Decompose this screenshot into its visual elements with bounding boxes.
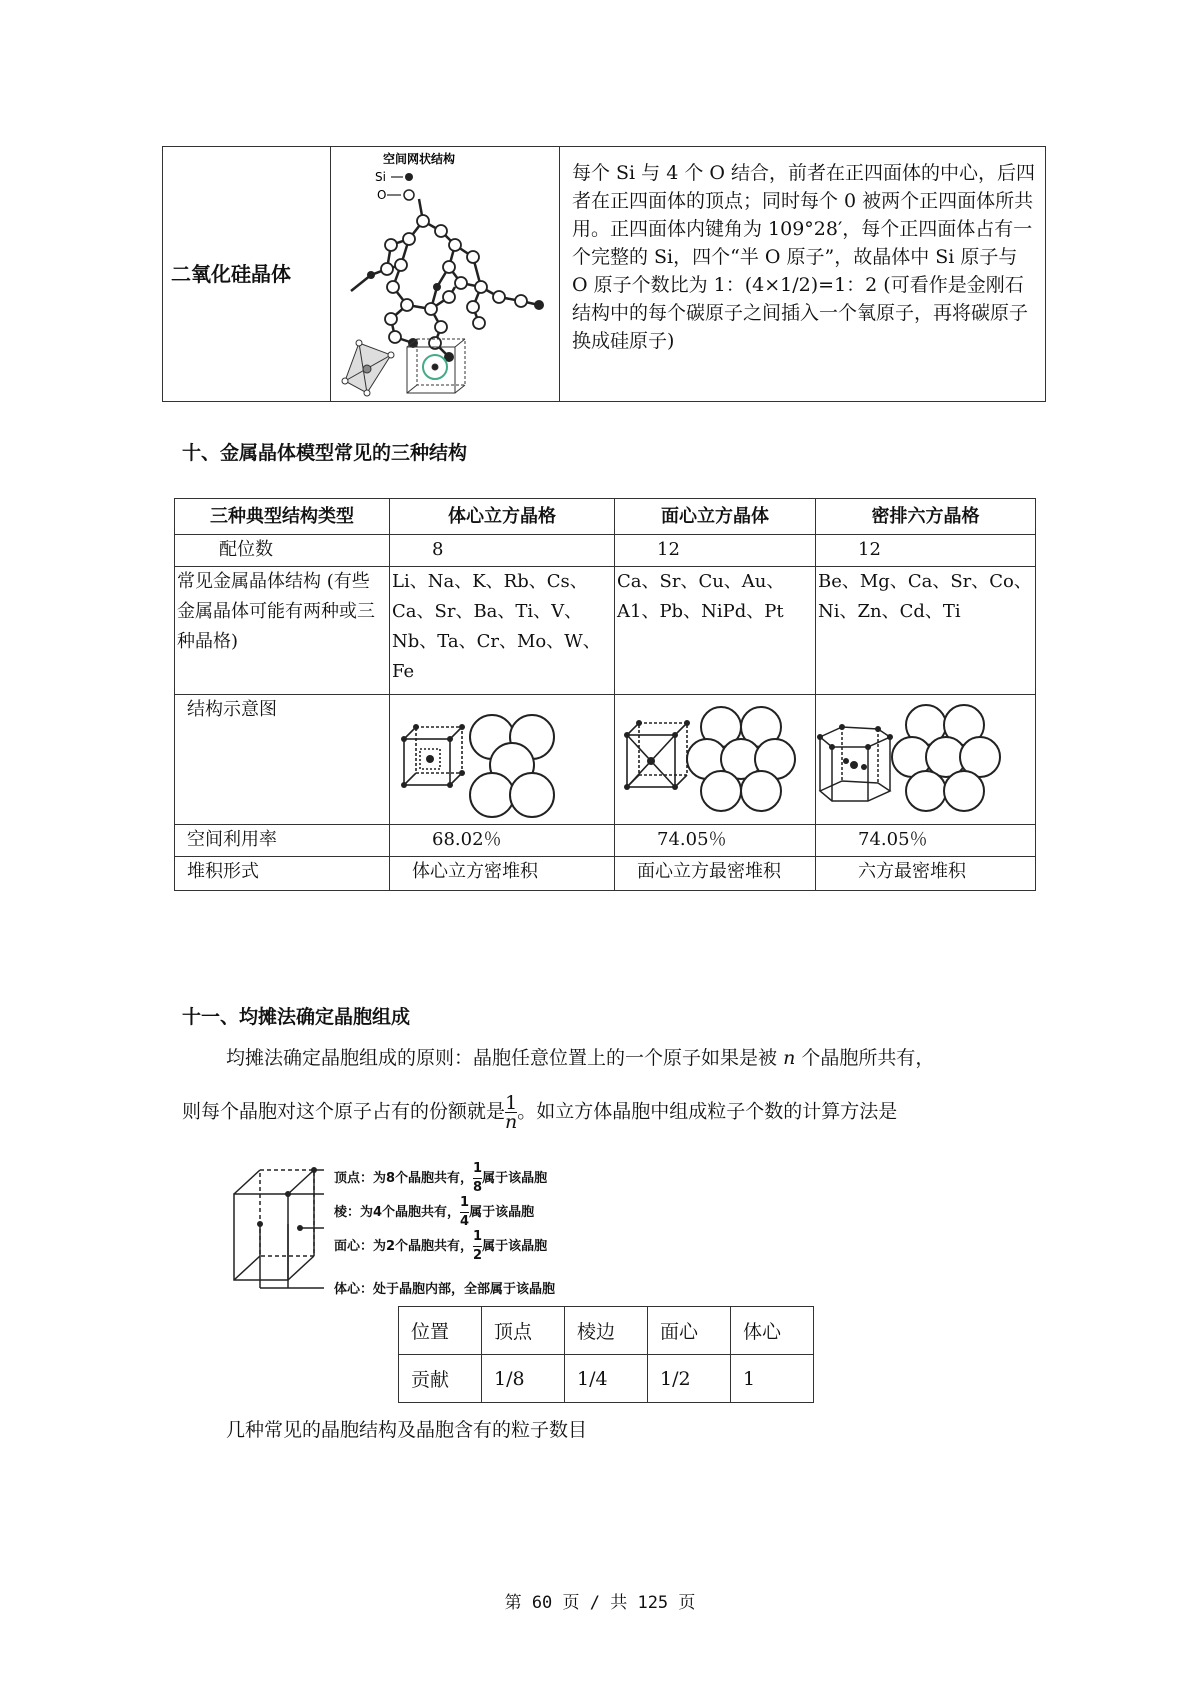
tetrahedron-figure: [342, 340, 394, 396]
network-atoms: [381, 215, 527, 349]
metals-fcc: Ca、Sr、Cu、Au、A1、Pb、NiPd、Pt: [615, 567, 816, 695]
hcp-structure-diagram: [816, 695, 1018, 819]
metals-hcp: Be、Mg、Ca、Sr、Co、Ni、Zn、Cd、Ti: [816, 567, 1036, 695]
section11-closing: 几种常见的晶胞结构及晶胞含有的粒子数目: [226, 1419, 588, 1441]
silica-table: [162, 146, 1046, 402]
silica-figure-cell: [331, 147, 560, 402]
table-header-row: [175, 499, 1036, 535]
fraction-1-over-n: $\frac{1}{n}$: [505, 1092, 518, 1133]
legend-o: O: [377, 188, 387, 202]
table-cell: 1/8: [482, 1355, 565, 1403]
table-row: [175, 825, 1036, 857]
metal-crystal-table: [174, 498, 1036, 891]
table-cell: 位置: [399, 1307, 482, 1355]
stack-bcc: 体心立方密堆积: [390, 857, 615, 891]
para2-end: 。如立方体晶胞中组成粒子个数的计算方法是: [517, 1100, 898, 1123]
table-row: [175, 567, 1036, 695]
util-fcc: 74.05％: [615, 825, 816, 857]
header-cell: 三种典型结构类型: [175, 499, 390, 535]
table-row: [175, 695, 1036, 825]
diagram-bcc: [390, 695, 615, 825]
para1-text: 均摊法确定晶胞组成的原则：晶胞任意位置上的一个原子如果是被: [226, 1047, 778, 1069]
para2-start: 则每个晶胞对这个原子占有的份额就是: [182, 1100, 506, 1123]
coord-fcc: 12: [615, 535, 816, 567]
table-cell: 1/2: [648, 1355, 731, 1403]
table-cell: 棱边: [565, 1307, 648, 1355]
section11-heading: 十一、均摊法确定晶胞组成: [182, 1006, 411, 1028]
annotation-vertex: 顶点：为8个晶胞共有， $\frac{1}{8}$ 属于该晶胞: [334, 1161, 548, 1195]
legend-si: Si: [375, 170, 386, 184]
row-label: 结构示意图: [175, 695, 390, 825]
row-label: 常见金属晶体结构 (有些金属晶体可能有两种或三种晶格): [175, 567, 390, 695]
table-row: [175, 535, 1036, 567]
annotation-body-center: 体心：处于晶胞内部，全部属于该晶胞: [334, 1282, 556, 1297]
section10-heading: 十、金属晶体模型常见的三种结构: [182, 442, 468, 464]
unit-cell-figure: [407, 339, 465, 393]
coord-bcc: 8: [390, 535, 615, 567]
silica-name: 二氧化硅晶体: [171, 261, 291, 286]
table-row: [175, 857, 1036, 891]
para1-var: n: [783, 1047, 796, 1069]
table-cell: 1: [731, 1355, 814, 1403]
table-cell: 面心: [648, 1307, 731, 1355]
row-label: 配位数: [175, 535, 390, 567]
section11-para2: [182, 1094, 1042, 1131]
header-cell: 体心立方晶格: [390, 499, 615, 535]
section11-para1: [226, 1044, 1046, 1072]
header-cell: 面心立方晶体: [615, 499, 816, 535]
page-footer: 第 60 页 / 共 125 页: [504, 1593, 696, 1613]
fcc-structure-diagram: [615, 695, 807, 819]
annotation-face-center: 面心：为2个晶胞共有， $\frac{1}{2}$ 属于该晶胞: [334, 1229, 548, 1263]
stack-fcc: 面心立方最密堆积: [615, 857, 816, 891]
row-label: 堆积形式: [175, 857, 390, 891]
bcc-structure-diagram: [390, 695, 606, 819]
coord-hcp: 12: [816, 535, 1036, 567]
util-bcc: 68.02％: [390, 825, 615, 857]
silica-description-cell: [560, 147, 1046, 402]
contribution-table: [398, 1306, 814, 1403]
table-row: [399, 1355, 814, 1403]
silica-description: 每个 Si 与 4 个 O 结合，前者在正四面体的中心，后四者在正四面体的顶点；同时每个 0 被两个正四面体所共用。正四面体内键角为 109°28′，每个正四面体占有一个完整的 Si，四个“半 O 原子”，故晶体中 Si 原子与 O 原子个数比为 1：(4×1/2)=1：2 (可看作是金刚石结构中的每个碳原子之间插入一个氧原子，再将碳原子换成硅原子): [572, 162, 1035, 352]
silica-name-cell: [163, 147, 331, 402]
diagram-hcp: [816, 695, 1036, 825]
table-cell: 贡献: [399, 1355, 482, 1403]
row-label: 空间利用率: [175, 825, 390, 857]
stack-hcp: 六方最密堆积: [816, 857, 1036, 891]
silica-network-figure: [331, 147, 559, 399]
silica-figure-title: 空间网状结构: [383, 152, 456, 166]
diagram-fcc: [615, 695, 816, 825]
table-cell: 体心: [731, 1307, 814, 1355]
table-cell: 顶点: [482, 1307, 565, 1355]
util-hcp: 74.05％: [816, 825, 1036, 857]
header-cell: 密排六方晶格: [816, 499, 1036, 535]
metals-bcc: Li、Na、K、Rb、Cs、Ca、Sr、Ba、Ti、V、Nb、Ta、Cr、Mo、W、Fe: [390, 567, 615, 695]
network-bonds: [351, 199, 539, 357]
para1-end: 个晶胞所共有，: [801, 1047, 935, 1069]
table-cell: 1/4: [565, 1355, 648, 1403]
table-row: [399, 1307, 814, 1355]
annotation-edge: 棱：为4个晶胞共有， $\frac{1}{4}$ 属于该晶胞: [334, 1195, 535, 1229]
